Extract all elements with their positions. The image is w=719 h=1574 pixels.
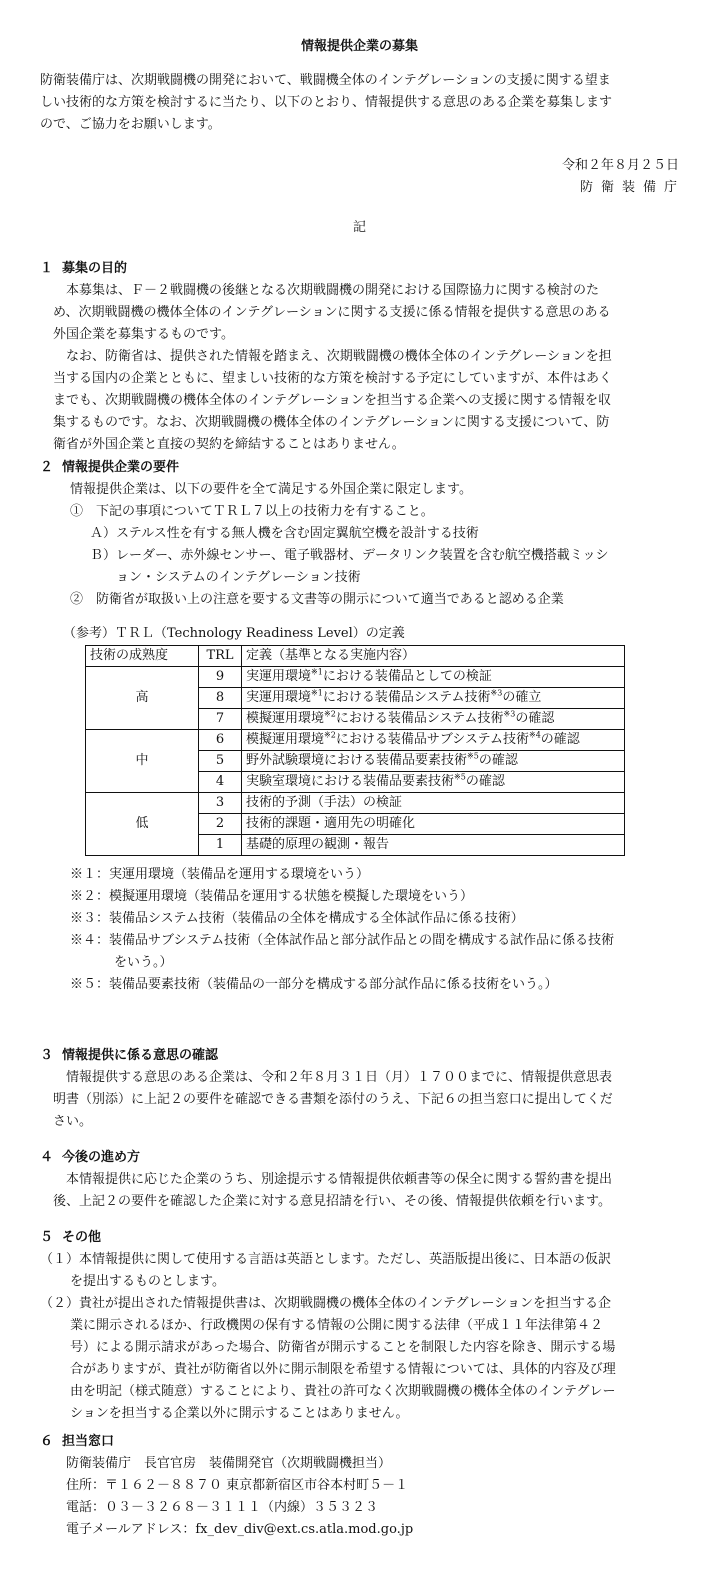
section-1-heading [40,258,127,280]
section-title: 情報提供に係る意思の確認 [62,1048,219,1063]
section-number: ３ [40,1048,54,1063]
section-title: 担当窓口 [62,1434,115,1449]
body-line: 本募集は、Ｆ－２戦闘機の後継となる次期戦闘機の開発における国際協力に関する検討のた [66,283,600,298]
trl-number-cell: 2 [199,814,242,835]
section-number: ５ [40,1230,54,1245]
footnote-ref: ※1 [311,667,323,677]
section-number: １ [40,261,54,276]
body-line: 衛省が外国企業と直接の契約を締結することはありません。 [53,437,405,452]
definition-text: における装備品システム技術 [335,711,504,726]
body-line: 情報提供する意思のある企業は、令和２年８月３１日（月）１７００までに、情報提供意思表 [66,1070,613,1085]
definition-cell [242,688,625,709]
definition-cell [242,814,625,835]
definition-text: における装備品としての検証 [322,669,492,684]
trl-table [85,645,625,856]
definition-text: における装備品システム技術 [322,690,491,705]
intro-paragraph [40,70,612,136]
trl-notes [70,864,614,996]
table-row [86,667,625,688]
footnote-ref: ※3 [503,709,516,719]
intro-line: しい技術的な方策を検討するに当たり、以下のとおり、情報提供する意思のある企業を募集します [40,95,613,110]
list-item-2: （２）貴社が提出された情報提供書は、次期戦闘機の機体全体のインテグレーションを担当する企 [40,1296,611,1311]
body-line: 集するものです。なお、次期戦闘機の機体全体のインテグレーションに関する支援について、防 [53,415,610,430]
trl-number-cell: 4 [199,772,242,793]
trl-number-cell: 8 [199,688,242,709]
body-line: 情報提供企業は、以下の要件を全て満足する外国企業に限定します。 [70,482,472,497]
list-item-2-cont: 号）による開示請求があった場合、防衛省が開示することを制限した内容を除き、開示する場 [70,1340,616,1355]
definition-text: 実験室環境における装備品要素技術 [246,774,455,789]
footnote-ref: ※2 [324,709,336,719]
maturity-level-cell: 低 [86,793,199,856]
body-line: 明書（別添）に上記２の要件を確認できる書類を添付のうえ、下記６の担当窓口に提出してくだ [53,1092,613,1107]
section-number: ２ [40,460,54,475]
definition-text: 実運用環境 [246,669,312,684]
section-title: 今後の進め方 [62,1150,141,1165]
trl-number-cell: 6 [199,730,242,751]
definition-text: の確認 [478,753,518,768]
issue-date: 令和２年８月２５日 [561,158,679,173]
footnote-ref: ※2 [324,730,336,740]
ki-marker: 記 [352,220,366,235]
definition-text: の確認 [465,774,505,789]
table-row [86,793,625,814]
requirement-1a: Ａ）ステルス性を有する無人機を含む固定翼航空機を設計する技術 [90,526,479,541]
trl-caption: （参考）ＴＲＬ（Technology Readiness Level）の定義 [63,626,405,641]
definition-cell [242,730,625,751]
definition-text: の確認 [515,711,555,726]
requirement-1b-cont: ョン・システムのインテグレーション技術 [116,570,361,585]
contact-block [66,1453,413,1541]
definition-cell [242,751,625,772]
trl-number-cell: 1 [199,835,242,856]
maturity-level-cell: 中 [86,730,199,793]
section-1-body [40,280,612,456]
definition-text: における装備品サブシステム技術 [335,732,529,747]
definition-cell [242,793,625,814]
note-line: をいう。） [114,955,173,970]
date-block [561,155,685,199]
definition-text: 技術的課題・適用先の明確化 [246,816,416,831]
list-item-2-cont: 合がありますが、貴社が防衛省以外に開示制限を希望する情報については、具体的内容及び理 [70,1362,616,1377]
trl-number-cell: 3 [199,793,242,814]
definition-cell [242,772,625,793]
definition-cell [242,709,625,730]
note-line: ※５：装備品要素技術（装備品の一部分を構成する部分試作品に係る技術をいう。） [70,977,558,992]
list-item-2-cont: 業に開示されるほか、行政機関の保有する情報の公開に関する法律（平成１１年法律第４２ [70,1318,604,1333]
section-title: その他 [62,1230,102,1245]
definition-text: の確認 [540,732,580,747]
definition-text: 実運用環境 [246,690,312,705]
trl-number-cell: 5 [199,751,242,772]
section-2-body [40,479,608,611]
requirement-1: ① 下記の事項についてＴＲＬ７以上の技術力を有すること。 [70,504,434,519]
body-line: さい。 [53,1114,93,1129]
note-line: ※１：実運用環境（装備品を運用する環境をいう） [70,867,370,882]
column-header: 定義（基準となる実施内容） [242,646,625,667]
body-line: までも、次期戦闘機の機体全体のインテグレーションを担当する企業への支援に関する情報を収 [53,393,611,408]
section-4-body [40,1169,612,1213]
trl-number-cell: 7 [199,709,242,730]
contact-email[interactable]: 電子メールアドレス：fx_dev_div@ext.cs.atla.mod.go.jp [66,1522,414,1537]
note-line: ※４：装備品サブシステム技術（全体試作品と部分試作品との間を構成する試作品に係る技術 [70,933,615,948]
section-4-heading [40,1147,140,1169]
section-3-heading [40,1045,218,1067]
page-title: 情報提供企業の募集 [300,39,418,54]
trl-table-body [86,667,625,856]
section-5-heading [40,1227,101,1249]
footnote-ref: ※1 [311,688,323,698]
body-line: 外国企業を募集するものです。 [53,327,234,342]
intro-line: 防衛装備庁は、次期戦闘機の開発において、戦闘機全体のインテグレーションの支援に関する望ま [40,73,611,88]
column-header: TRL [199,646,242,667]
footnote-ref: ※5 [454,772,466,782]
issuing-agency: 防衛装備庁 [579,180,685,195]
table-header-row [86,646,625,667]
section-2-heading [40,457,179,479]
definition-text: 野外試験環境における装備品要素技術 [246,753,468,768]
definition-text: 技術的予測（手法）の検証 [246,795,403,810]
definition-cell [242,667,625,688]
section-3-body [40,1067,613,1133]
note-line: ※２：模擬運用環境（装備品を運用する状態を模擬した環境をいう） [70,889,474,904]
requirement-2: ② 防衛省が取扱い上の注意を要する文書等の開示について適当であると認める企業 [70,592,564,607]
body-line: め、次期戦闘機の機体全体のインテグレーションに関する支援に係る情報を提供する意思のある [53,305,611,320]
body-line: 当する国内の企業とともに、望ましい技術的な方策を検討する予定にしていますが、本件はあく [53,371,613,386]
column-header: 技術の成熟度 [86,646,199,667]
list-item-1: （１）本情報提供に関して使用する言語は英語とします。ただし、英語版提出後に、日本語の仮訳 [40,1252,611,1267]
body-line: なお、防衛省は、提供された情報を踏まえ、次期戦闘機の機体全体のインテグレーションを担 [66,349,612,364]
contact-office: 防衛装備庁 長官官房 装備開発官（次期戦闘機担当） [66,1456,392,1471]
footnote-ref: ※3 [490,688,503,698]
definition-text: の確立 [502,690,542,705]
definition-text: 模擬運用環境 [246,711,325,726]
footnote-ref: ※5 [467,751,479,761]
section-title: 情報提供企業の要件 [62,460,180,475]
section-title: 募集の目的 [62,261,128,276]
table-row [86,730,625,751]
intro-line: ので、ご協力をお願いします。 [40,117,221,132]
contact-phone: 電話：０３－３２６８－３１１１（内線）３５３２３ [66,1500,379,1515]
section-5-body [40,1249,616,1425]
body-line: 後、上記２の要件を確認した企業に対する意見招請を行い、その後、情報提供依頼を行います。 [53,1194,611,1209]
definition-cell [242,835,625,856]
note-line: ※３：装備品システム技術（装備品の全体を構成する全体試作品に係る技術） [70,911,524,926]
definition-text: 基礎的原理の観測・報告 [246,837,390,852]
section-6-heading [40,1431,114,1453]
section-number: ４ [40,1150,54,1165]
requirement-1b: Ｂ）レーダー、赤外線センサー、電子戦器材、データリンク装置を含む航空機搭載ミッシ [90,548,609,563]
list-item-2-cont: ションを担当する企業以外に開示することはありません。 [70,1406,409,1421]
body-line: 本情報提供に応じた企業のうち、別途提示する情報提供依頼書等の保全に関する誓約書を提出 [66,1172,613,1187]
trl-number-cell: 9 [199,667,242,688]
maturity-level-cell: 高 [86,667,199,730]
definition-text: 模擬運用環境 [246,732,325,747]
section-number: ６ [40,1434,54,1449]
list-item-2-cont: 由を明記（様式随意）することにより、貴社の許可なく次期戦闘機の機体全体のインテグレー [70,1384,616,1399]
contact-address: 住所：〒１６２－８８７０ 東京都新宿区市谷本村町５－１ [66,1478,409,1493]
list-item-1-cont: を提出するものとします。 [70,1274,225,1289]
footnote-ref: ※4 [529,730,541,740]
